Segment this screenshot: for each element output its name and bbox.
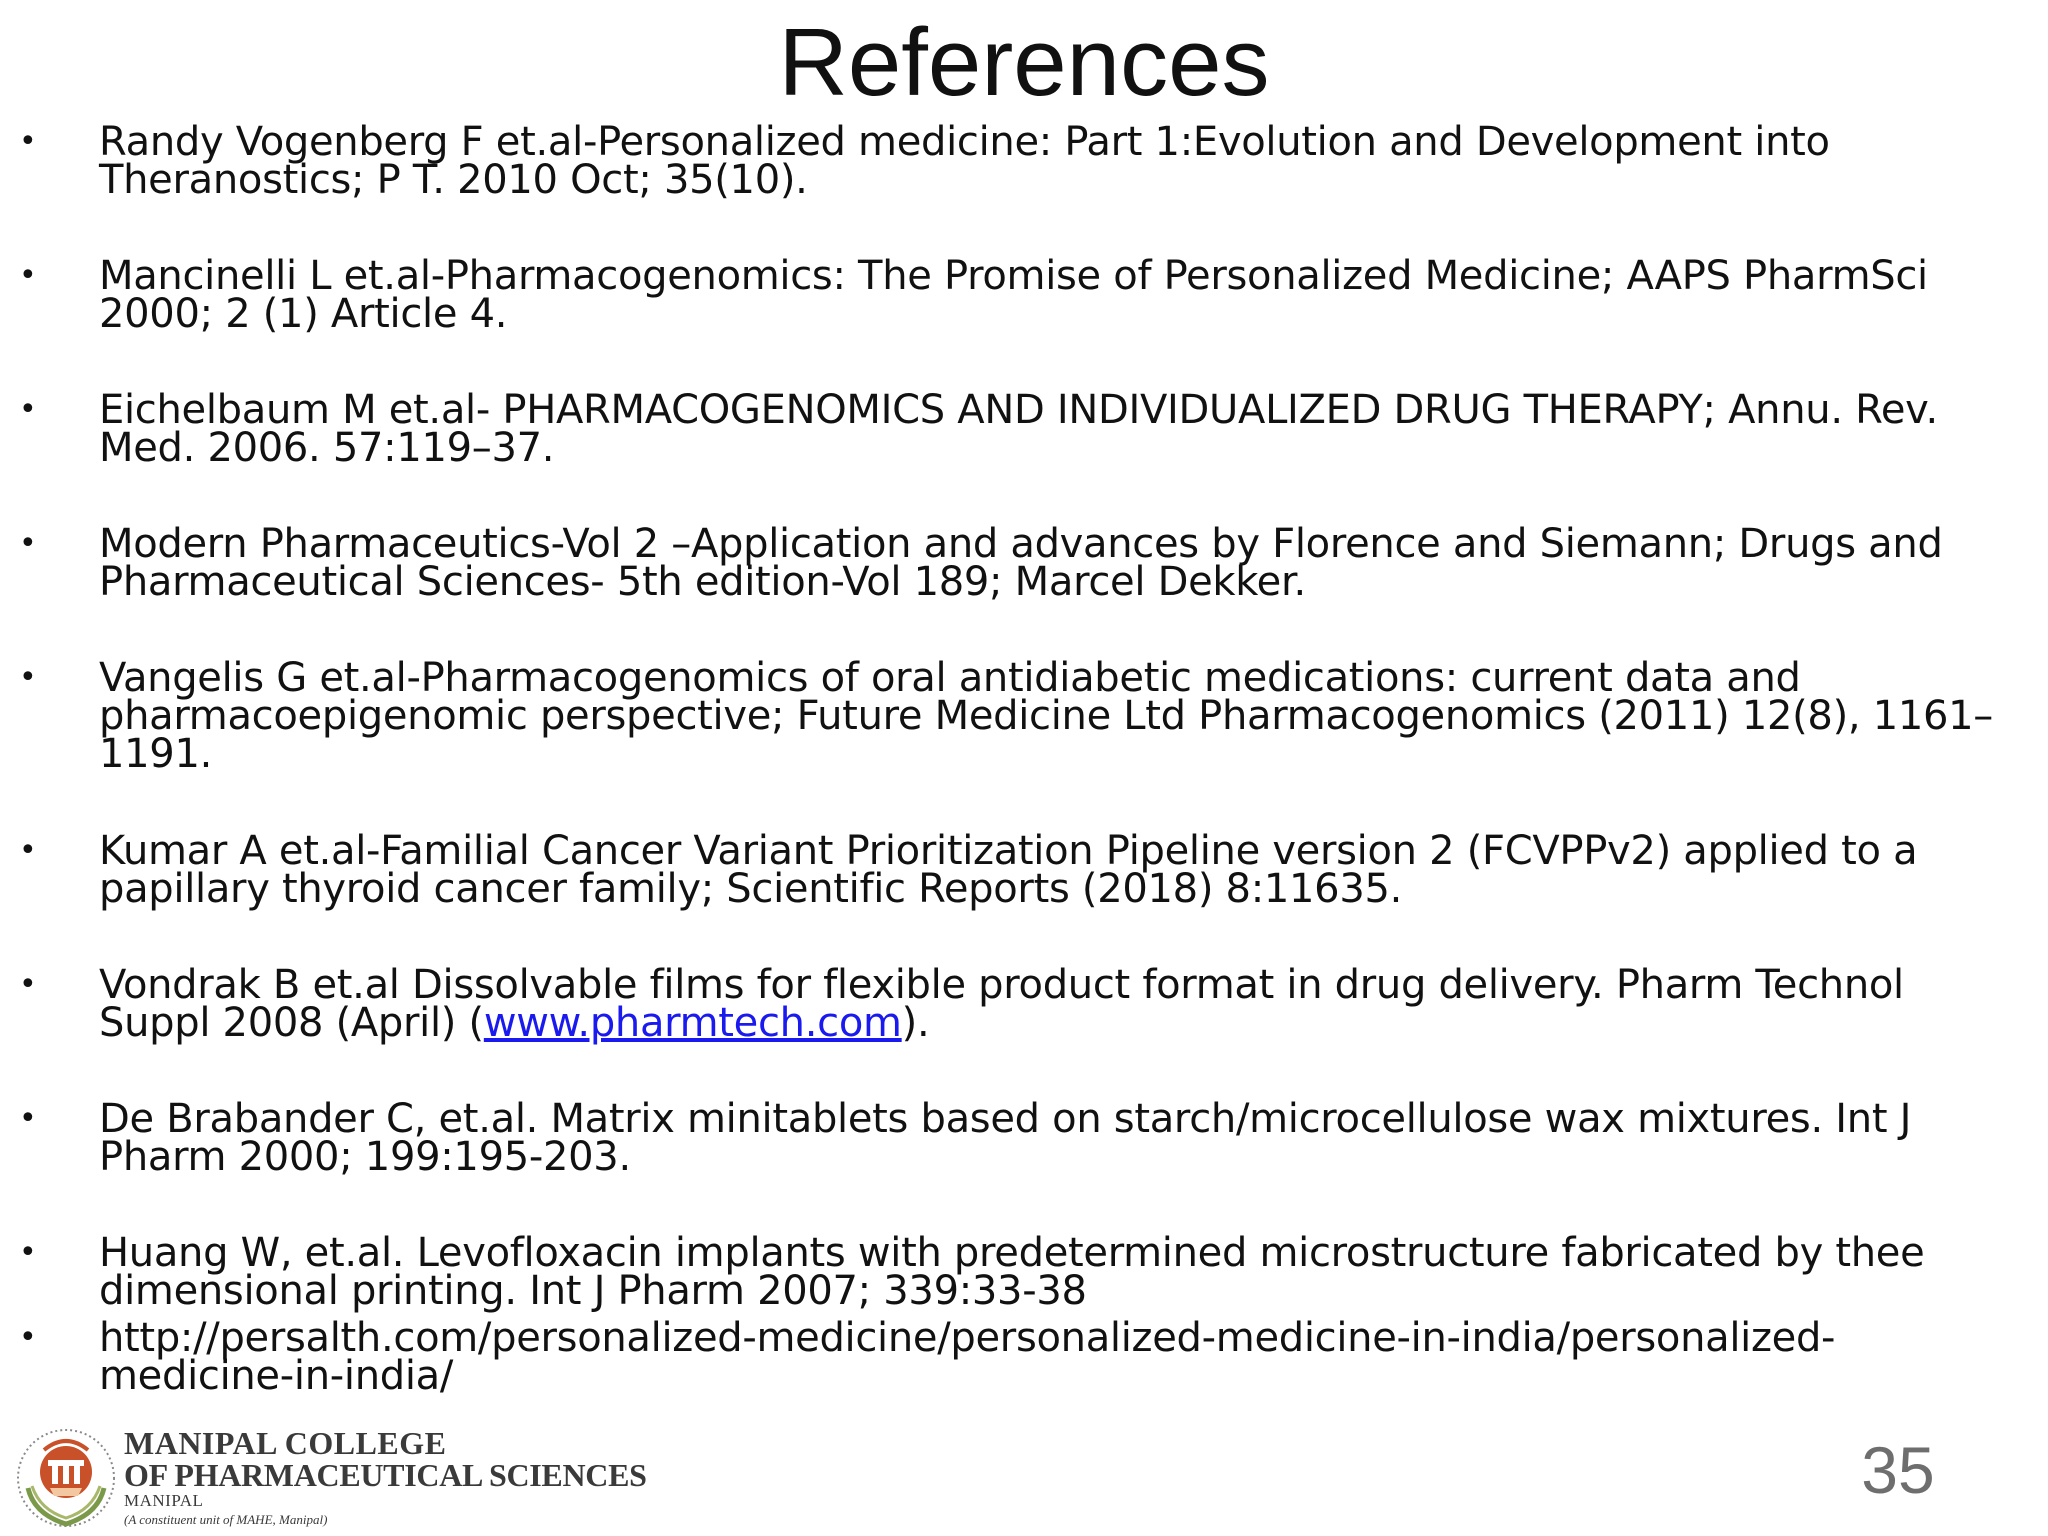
logo-text: OF PHARMACEUTICAL SCIENCES <box>124 1457 647 1493</box>
reference-item <box>19 655 2029 777</box>
college-logo <box>14 1422 654 1530</box>
reference-item <box>19 828 2029 912</box>
logo-text: (A constituent unit of MAHE, Manipal) <box>124 1512 328 1527</box>
reference-item <box>19 387 2029 471</box>
reference-item <box>19 521 2029 605</box>
bullet-icon: • <box>19 1235 37 1270</box>
bullet-icon: • <box>19 526 37 561</box>
reference-line: Vondrak B et.al Dissolvable films for flexible product format in drug delivery. Pharm Technol <box>99 962 1904 1008</box>
logo-text: MANIPAL <box>124 1491 204 1510</box>
reference-line: Modern Pharmaceutics-Vol 2 –Application and advances by Florence and Siemann; Drugs and <box>99 521 1943 567</box>
bullet-icon: • <box>19 392 37 427</box>
bullet-icon: • <box>19 967 37 1002</box>
page-number: 35 <box>1861 1433 1935 1507</box>
reference-line: 1191. <box>99 731 213 777</box>
reference-line <box>99 1000 2029 1046</box>
reference-line: Theranostics; P T. 2010 Oct; 35(10). <box>99 157 808 203</box>
reference-line: Eichelbaum M et.al- PHARMACOGENOMICS AND INDIVIDUALIZED DRUG THERAPY; Annu. Rev. <box>99 387 1938 433</box>
pharmtech-link[interactable]: www.pharmtech.com <box>483 1000 902 1046</box>
reference-line: Huang W, et.al. Levofloxacin implants with predetermined microstructure fabricated by thee <box>99 1230 1925 1276</box>
bullet-icon: • <box>19 1320 37 1355</box>
reference-line: http://persalth.com/personalized-medicine/personalized-medicine-in-india/personalized- <box>99 1315 1836 1361</box>
reference-line: Randy Vogenberg F et.al-Personalized medicine: Part 1:Evolution and Development into <box>99 119 1830 165</box>
reference-line: papillary thyroid cancer family; Scientific Reports (2018) 8:11635. <box>99 866 1403 912</box>
reference-line: dimensional printing. Int J Pharm 2007; 339:33-38 <box>99 1268 1087 1314</box>
slide-title: References <box>778 9 1270 116</box>
reference-line: Mancinelli L et.al-Pharmacogenomics: The Promise of Personalized Medicine; AAPS PharmSci <box>99 253 1928 299</box>
manipal-emblem-icon <box>14 1426 118 1530</box>
reference-line: pharmacoepigenomic perspective; Future Medicine Ltd Pharmacogenomics (2011) 12(8), 1161– <box>99 693 1994 739</box>
reference-text: ). <box>901 1000 930 1046</box>
bullet-icon: • <box>19 1101 37 1136</box>
bullet-icon: • <box>19 258 37 293</box>
reference-item <box>19 1096 2029 1180</box>
bullet-icon: • <box>19 833 37 868</box>
reference-item <box>19 962 2029 1046</box>
reference-item <box>19 119 2029 203</box>
reference-line: Med. 2006. 57:119–37. <box>99 425 555 471</box>
reference-item <box>19 253 2029 337</box>
reference-item <box>19 1315 2029 1399</box>
reference-item <box>19 1230 2029 1314</box>
reference-line: medicine-in-india/ <box>99 1353 454 1399</box>
reference-line: Pharmaceutical Sciences- 5th edition-Vol 189; Marcel Dekker. <box>99 559 1306 605</box>
reference-line: Pharm 2000; 199:195-203. <box>99 1134 631 1180</box>
reference-line: 2000; 2 (1) Article 4. <box>99 291 508 337</box>
bullet-icon: • <box>19 124 37 159</box>
bullet-icon: • <box>19 660 37 695</box>
reference-line: Vangelis G et.al-Pharmacogenomics of oral antidiabetic medications: current data and <box>99 655 1801 701</box>
reference-line: De Brabander C, et.al. Matrix minitablets based on starch/microcellulose wax mixtures. Int J <box>99 1096 1912 1142</box>
reference-line: Kumar A et.al-Familial Cancer Variant Prioritization Pipeline version 2 (FCVPPv2) applied to a <box>99 828 1918 874</box>
reference-text: Suppl 2008 (April) ( <box>99 1000 484 1046</box>
logo-text: MANIPAL COLLEGE <box>124 1425 447 1461</box>
